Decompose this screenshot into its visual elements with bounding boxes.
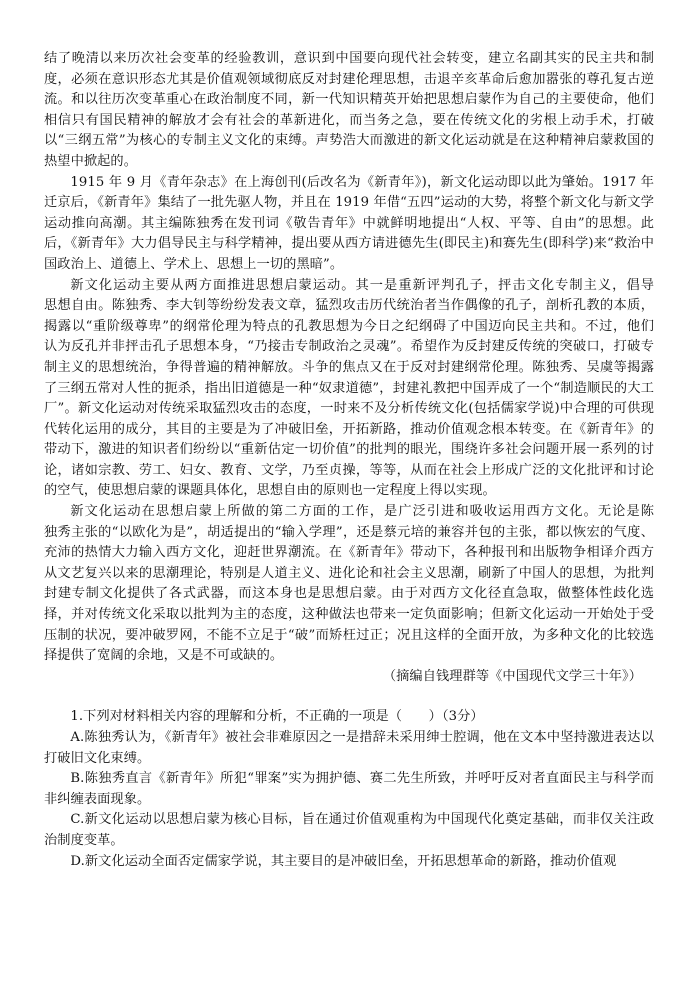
option-a: A.陈独秀认为，《新青年》被社会非难原因之一是措辞未采用绅士腔调，他在文本中坚持激进表达以打破旧文化束缚。 (44, 730, 654, 766)
passage-paragraph-2: 1915 年 9 月《青年杂志》在上海创刊(后改名为《新青年》)，新文化运动即以此为肇始。1917 年迁京后，《新青年》集结了一批先驱人物，并且在 1919 年借“五四”运动的大势，将整个新文化与新文学运动推向高潮。其主编陈独秀在发刊词《敬告青年》中就鲜明地提出“人权、平等、自由”的思想。此后，《新青年》大力倡导民主与科学精神，提出要从西方请进德先生(即民主)和赛先生(即科学)来“救治中国政治上、道德上、学术上、思想上一切的黑暗”。 (44, 174, 654, 272)
section-spacer (44, 687, 654, 707)
option-c: C.新文化运动以思想启蒙为核心目标，旨在通过价值观重构为中国现代化奠定基础，而非仅关注政治制度变革。 (44, 812, 654, 848)
option-b: B.陈独秀直言《新青年》所犯“罪案”实为拥护德、赛二先生所致，并呼吁反对者直面民主与科学而非纠缠表面现象。 (44, 771, 654, 807)
passage-source: （摘编自钱理群等《中国现代文学三十年》） (382, 668, 642, 684)
passage-paragraph-1: 结了晚清以来历次社会变革的经验教训，意识到中国要向现代社会转变，建立名副其实的民主共和制度，必须在意识形态尤其是价值观领域彻底反对封建伦理思想，击退辛亥革命后愈加嚣张的尊孔复古逆流。和以往历次变革重心在政治制度不同，新一代知识精英开始把思想启蒙作为自己的主要使命，他们相信只有国民精神的解放才会有社会的革新进化，而当务之急，要在传统文化的劣根上动手术，打破以“三纲五常”为核心的专制主义文化的束缚。声势浩大而激进的新文化运动就是在这种精神启蒙救国的热望中掀起的。 (44, 51, 654, 169)
question-stem: 1.下列对材料相关内容的理解和分析，不正确的一项是（ ）（3分） (70, 709, 484, 725)
option-d: D.新文化运动全面否定儒家学说，其主要目的是冲破旧垒，开拓思想革命的新路，推动价值观 (70, 853, 617, 869)
passage-paragraph-4: 新文化运动在思想启蒙上所做的第二方面的工作，是广泛引进和吸收运用西方文化。无论是陈 独秀主张的“以欧化为是”，胡适提出的“输入学理”，还是蔡元培的兼容并包的主张，都以恢宏的气度、充沛的热情大力输入西方文化，迎赶世界潮流。在《新青年》带动下，各种报刊和出版物争相译介西方从文艺复兴以来的思潮理论，特别是人道主义、进化论和社会主义思潮，刷新了中国人的思想，为批判封建专制文化提供了各式武器，而这本身也是思想启蒙。由于对西方文化径直急取，做整体性歧化选择，并对传统文化采取以批判为主的态度，这种做法也带来一定负面影响；但新文化运动一开始处于受压制的状况，要冲破罗网，不能不立足于“破”而矫枉过正；况且这样的全面开放，为多种文化的比较选择提供了宽阔的余地，又是不可或缺的。 (44, 504, 681, 664)
passage-paragraph-3: 新文化运动主要从两方面推进思想启蒙运动。其一是重新评判孔子，抨击文化专制主义，倡导 思想自由。陈独秀、李大钊等纷纷发表文章，猛烈攻击历代统治者当作偶像的孔子，剖析孔教的本质，揭露以“重阶级尊卑”的纲常伦理为特点的孔教思想为今日之纪纲碍了中国迈向民主共和。不过，他们 认为反孔并非抨击孔子思想本身，“乃接击专制政治之灵魂”。希望作为反封建反传统的突破口，打破专制主义的思想统治，争得普遍的精神解放。斗争的焦点又在于反对封建纲常伦理。陈独秀、吴虞等揭露了三纲五常对人性的扼杀，指出旧道德是一种“奴隶道德”，封建礼教把中国弄成了一个“制造顺民的大工厂”。新文化运动对传统采取猛烈攻击的态度，一时来不及分析传统文化(包括儒家学说)中合理的可供现代转化运用的成分，其目的主要是为了冲破旧垒，开拓新路，推动价值观念根本转变。在《新青年》的带动下，激进的知识者们纷纷以“重新估定一切价值”的批判的眼光，围绕许多社会问题开展一系列的讨论，诸如宗教、劳工、妇女、教育、文学，乃至贞操，等等，从而在社会上形成广泛的文化批评和讨论的空气，使思想启蒙的课题具体化，思想自由的原则也一定程度上得以实现。 (44, 277, 681, 499)
